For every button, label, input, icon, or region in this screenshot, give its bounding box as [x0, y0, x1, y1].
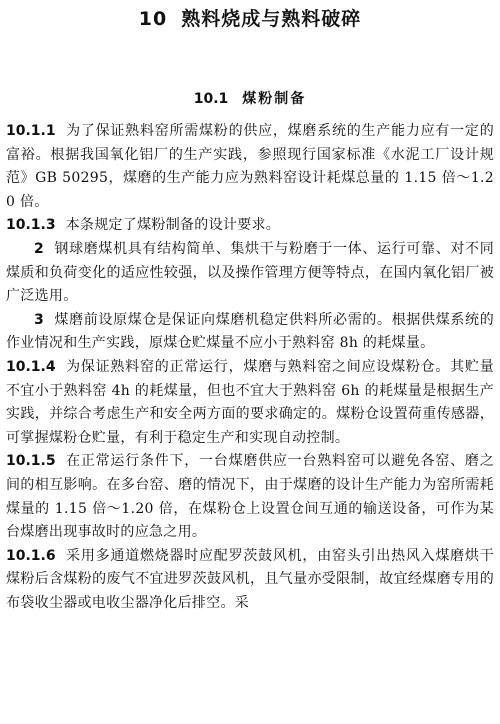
chapter-title	[0, 4, 500, 31]
section-title	[0, 88, 500, 108]
clause-number: 10.1.4	[6, 358, 56, 375]
document-body	[6, 120, 494, 615]
clause-text: 采用多通道燃烧器时应配罗茨鼓风机，由窑头引出热风入煤磨烘干煤粉后含煤粉的废气不宜进罗茨鼓风机，且气量亦受限制，故宜经煤磨专用的布袋收尘器或电收尘器净化后排空。采	[6, 547, 494, 611]
item-number: 3	[34, 311, 45, 328]
item-number: 2	[34, 240, 45, 257]
clause-text: 本条规定了煤粉制备的设计要求。	[65, 217, 281, 234]
clause-number: 10.1.5	[6, 453, 56, 470]
clause-text: 为保证熟料窑的正常运行，煤磨与熟料窑之间应设煤粉仓。其贮量不宜小于熟料窑 4h 的耗煤量，但也不宜大于熟料窑 6h 的耗煤量是根据生产实践，并综合考虑生产和安全两方面的要求确定的。煤粉仓设置荷重传感器，可掌握煤粉仓贮量，有利于稳定生产和实现自动控制。	[6, 358, 494, 446]
chapter-number: 10	[138, 8, 168, 30]
clause-paragraph	[6, 214, 494, 238]
item-paragraph	[6, 238, 494, 309]
section-title-text: 煤粉制备	[242, 91, 307, 107]
clause-paragraph	[6, 356, 494, 450]
item-paragraph	[6, 309, 494, 356]
clause-paragraph	[6, 545, 494, 616]
clause-paragraph	[6, 450, 494, 544]
chapter-title-text: 熟料烧成与熟料破碎	[181, 8, 362, 30]
clause-number: 10.1.6	[6, 547, 56, 564]
clause-text: 为了保证熟料窑所需煤粉的供应，煤磨系统的生产能力应有一定的富裕。根据我国氧化铝厂的生产实践，参照现行国家标准《水泥工厂设计规范》GB 50295，煤磨的生产能力应为熟料窑设计耗煤总量的 1.15 倍～1.20 倍。	[6, 123, 494, 210]
clause-number: 10.1.3	[6, 217, 56, 234]
clause-number: 10.1.1	[6, 123, 56, 139]
item-text: 钢球磨煤机具有结构简单、集烘干与粉磨于一体、运行可靠、对不同煤质和负荷变化的适应性较强，以及操作管理方便等特点，在国内氧化铝厂被广泛选用。	[6, 240, 494, 305]
clause-text: 在正常运行条件下，一台煤磨供应一台熟料窑可以避免各窑、磨之间的相互影响。在多台窑、磨的情况下，由于煤磨的设计生产能力为窑所需耗煤量的 1.15 倍～1.20 倍，在煤粉仓上设置仓间互通的输送设备，可作为某台煤磨出现事故时的应急之用。	[6, 453, 494, 541]
item-text: 煤磨前设原煤仓是保证向煤磨机稳定供料所必需的。根据供煤系统的作业情况和生产实践，原煤仓贮煤量不应小于熟料窑 8h 的耗煤量。	[6, 311, 494, 352]
section-number: 10.1	[193, 91, 229, 107]
clause-paragraph	[6, 120, 494, 214]
